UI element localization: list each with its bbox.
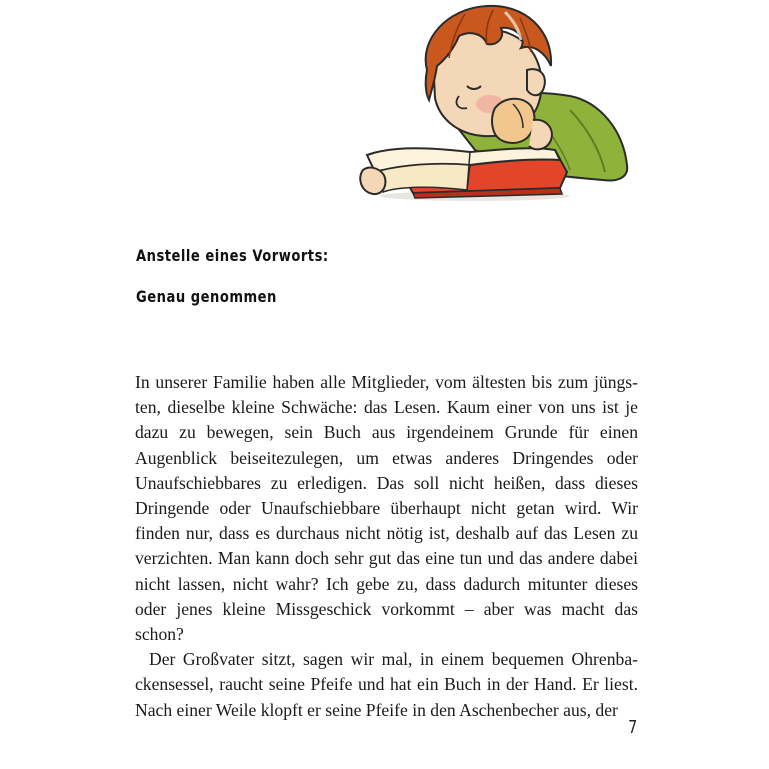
page-number: 7 <box>628 717 638 738</box>
paragraph: Der Großvater sitzt, sagen wir mal, in einem bequemen Ohrenbackensessel, raucht seine Pfeife und hat ein Buch in der Hand. Er liest. Nach einer Weile klopft er seine Pfeife in den Aschenbecher aus, der <box>135 649 638 720</box>
paragraph: In unserer Familie haben alle Mitglieder, vom ältesten bis zum jüngsten, dieselbe kleine Schwäche: das Lesen. Kaum einer von uns ist je dazu zu bewegen, sein Buch aus irgendeinem Grunde für einen Augenblick beiseitezulegen, um etwas anderes Dringendes oder Unaufschiebbares zu erledigen. Das soll nicht heißen, dass dieses Dringende oder Unaufschiebbare überhaupt nicht getan wird. Wir finden nur, dass es durchaus nicht nötig ist, deshalb auf das Lesen zu verzichten. Man kann doch sehr gut das eine tun und das andere dabei nicht lassen, nicht wahr? Ich gebe zu, dass dadurch mitunter dieses oder jenes kleine Missgeschick vorkommt – aber was macht das schon? <box>135 372 638 645</box>
chapter-heading-line-2: Genau genommen <box>136 287 277 306</box>
right-hand <box>492 99 534 143</box>
left-hand <box>360 168 385 195</box>
body-text <box>135 370 638 723</box>
boy-reading-illustration <box>355 0 635 205</box>
chapter-heading-line-1: Anstelle eines Vorworts: <box>136 246 329 265</box>
